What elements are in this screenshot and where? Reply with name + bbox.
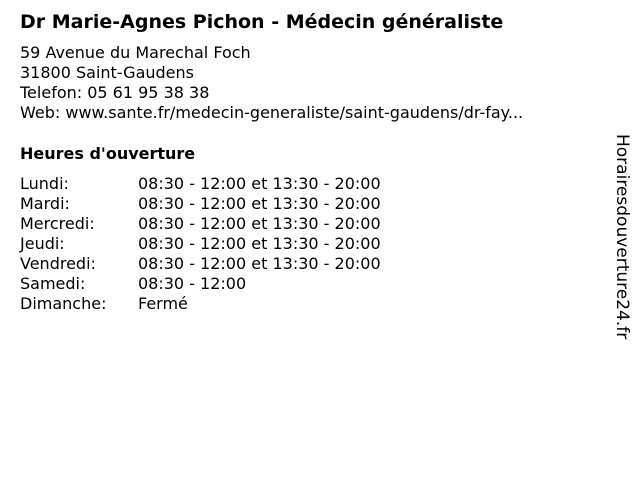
day-label: Lundi: [20,174,69,193]
page-title: Dr Marie-Agnes Pichon - Médecin généraliste [20,11,504,33]
day-label: Mercredi: [20,214,95,233]
day-label: Jeudi: [20,234,65,253]
day-label: Vendredi: [20,254,96,273]
hours-row-thursday [20,234,381,254]
address-street: 59 Avenue du Marechal Foch [20,43,251,62]
day-label: Mardi: [20,194,70,213]
hours-row-saturday [20,274,381,294]
time-value: 08:30 - 12:00 et 13:30 - 20:00 [138,194,381,213]
address-block [20,43,523,123]
day-label: Samedi: [20,274,86,293]
time-value: 08:30 - 12:00 et 13:30 - 20:00 [138,254,381,273]
day-label: Dimanche: [20,294,107,313]
hours-row-sunday [20,294,381,314]
phone-number: Telefon: 05 61 95 38 38 [20,83,210,102]
site-watermark: Horairesdouverture24.fr [612,134,632,340]
time-value: 08:30 - 12:00 et 13:30 - 20:00 [138,234,381,253]
website-link[interactable]: Web: www.sante.fr/medecin-generaliste/saint-gaudens/dr-fay... [20,103,524,122]
hours-row-monday [20,174,381,194]
time-value: Fermé [138,294,188,313]
hours-row-wednesday [20,214,381,234]
address-city: 31800 Saint-Gaudens [20,63,194,82]
hours-row-friday [20,254,381,274]
time-value: 08:30 - 12:00 et 13:30 - 20:00 [138,174,381,193]
opening-hours-list [20,174,381,314]
time-value: 08:30 - 12:00 [138,274,247,293]
time-value: 08:30 - 12:00 et 13:30 - 20:00 [138,214,381,233]
opening-hours-heading: Heures d'ouverture [20,144,196,163]
hours-row-tuesday [20,194,381,214]
